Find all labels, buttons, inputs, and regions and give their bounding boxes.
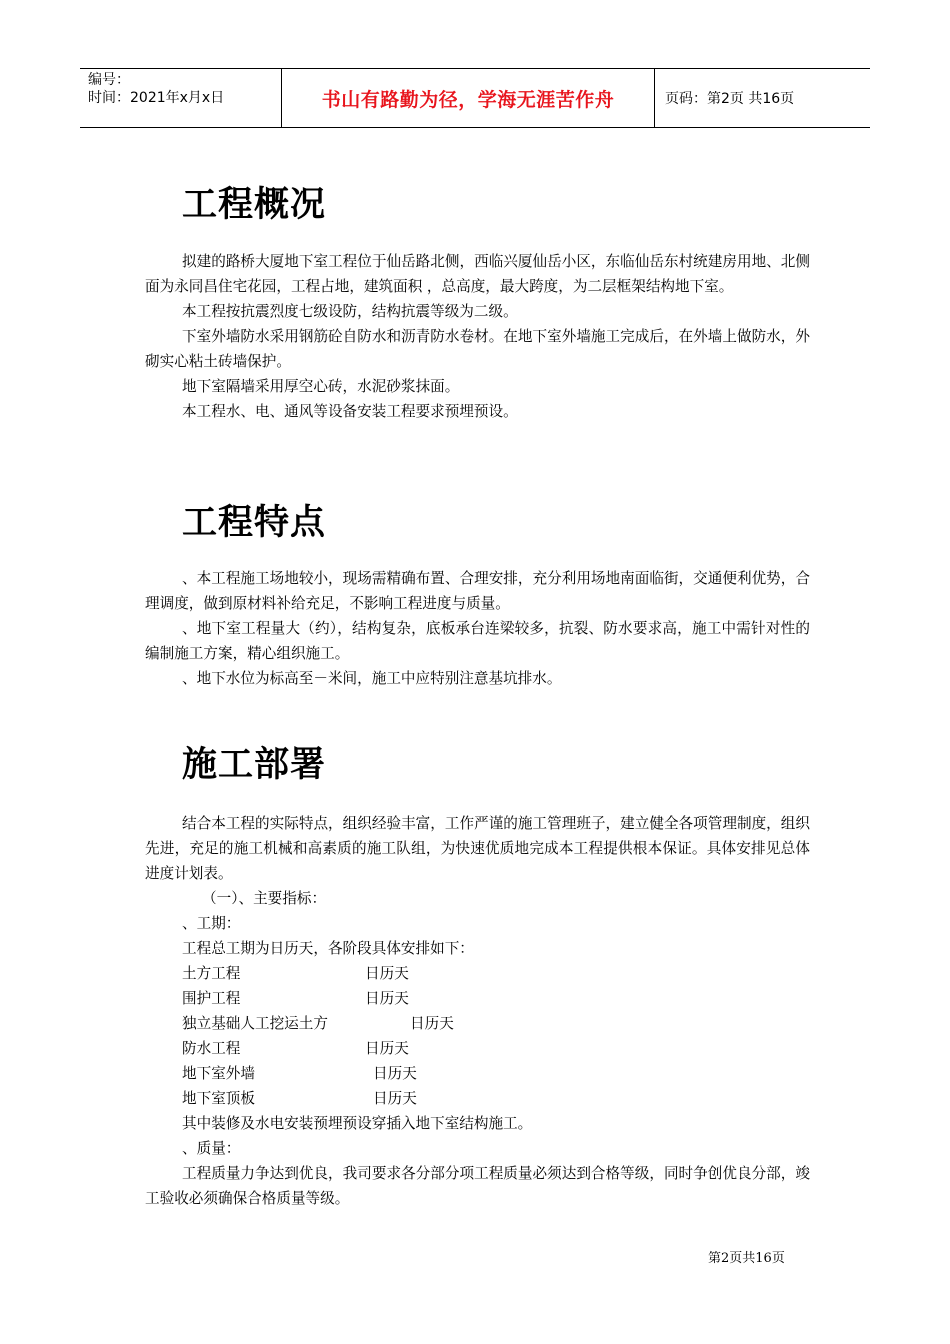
paragraph: 、地下室工程量大（约），结构复杂，底板承台连梁较多，抗裂、防水要求高，施工中需针对性的编制施工方案，精心组织施工。 <box>145 620 810 662</box>
schedule-row <box>145 1061 810 1086</box>
paragraph: 、工期： <box>182 915 241 932</box>
deployment-body <box>145 811 810 1211</box>
section-title-features: 工程特点 <box>182 503 327 543</box>
schedule-item-duration: 日历天 <box>373 1090 417 1107</box>
schedule-item-duration: 日历天 <box>365 1040 409 1057</box>
paragraph: 下室外墙防水采用钢筋砼自防水和沥青防水卷材。在地下室外墙施工完成后，在外墙上做防水，外砌实心粘土砖墙保护。 <box>145 328 810 370</box>
schedule-row <box>145 986 810 1011</box>
paragraph: 工程质量力争达到优良，我司要求各分部分项工程质量必须达到合格等级，同时争创优良分部，竣工验收必须确保合格质量等级。 <box>145 1165 810 1207</box>
paragraph: 本工程按抗震烈度七级设防，结构抗震等级为二级。 <box>182 303 518 320</box>
paragraph: 结合本工程的实际特点，组织经验丰富，工作严谨的施工管理班子，建立健全各项管理制度，组织先进，充足的施工机械和高素质的施工队组，为快速优质地完成本工程提供根本保证。具体安排见总体进度计划表。 <box>145 815 810 882</box>
paragraph: 工程总工期为日历天，各阶段具体安排如下： <box>182 940 474 957</box>
overview-body <box>145 249 810 424</box>
schedule-row <box>145 961 810 986</box>
schedule-item-duration: 日历天 <box>410 1015 454 1032</box>
paragraph: 、质量： <box>182 1140 241 1157</box>
document-date: 时间：2021年x月x日 <box>88 90 225 106</box>
schedule-item-name: 独立基础人工挖运土方 <box>182 1015 328 1032</box>
schedule-item-duration: 日历天 <box>365 990 409 1007</box>
document-number-label: 编号： <box>88 72 130 88</box>
schedule-row <box>145 1036 810 1061</box>
schedule-item-name: 土方工程 <box>182 965 241 982</box>
header-motto: 书山有路勤为径，学海无涯苦作舟 <box>282 69 655 127</box>
schedule-row <box>145 1011 810 1036</box>
schedule-item-duration: 日历天 <box>365 965 409 982</box>
schedule-item-name: 地下室顶板 <box>182 1090 255 1107</box>
paragraph: 地下室隔墙采用厚空心砖，水泥砂浆抹面。 <box>182 378 460 395</box>
page-header <box>80 68 870 128</box>
paragraph: 、地下水位为标高至－米间，施工中应特别注意基坑排水。 <box>182 670 562 687</box>
paragraph: （一）、主要指标： <box>202 890 327 907</box>
schedule-row <box>145 1086 810 1111</box>
schedule-item-name: 地下室外墙 <box>182 1065 255 1082</box>
section-title-deployment: 施工部署 <box>182 745 327 785</box>
schedule-item-name: 防水工程 <box>182 1040 241 1057</box>
paragraph: 、本工程施工场地较小，现场需精确布置、合理安排，充分利用场地南面临街，交通便利优势，合理调度，做到原材料补给充足，不影响工程进度与质量。 <box>145 570 810 612</box>
paragraph: 其中装修及水电安装预埋预设穿插入地下室结构施工。 <box>182 1115 533 1132</box>
section-title-overview: 工程概况 <box>182 185 327 225</box>
paragraph: 拟建的路桥大厦地下室工程位于仙岳路北侧，西临兴厦仙岳小区，东临仙岳东村统建房用地、北侧面为永同昌住宅花园，工程占地，建筑面积 ，总高度，最大跨度，为二层框架结构地下室。 <box>145 253 810 295</box>
schedule-item-duration: 日历天 <box>373 1065 417 1082</box>
schedule-item-name: 围护工程 <box>182 990 241 1007</box>
header-page-number: 页码：第2页 共16页 <box>665 91 795 107</box>
paragraph: 本工程水、电、通风等设备安装工程要求预埋预设。 <box>182 403 518 420</box>
page-footer: 第2页共16页 <box>708 1251 785 1266</box>
features-body <box>145 566 810 691</box>
header-meta <box>80 69 282 127</box>
